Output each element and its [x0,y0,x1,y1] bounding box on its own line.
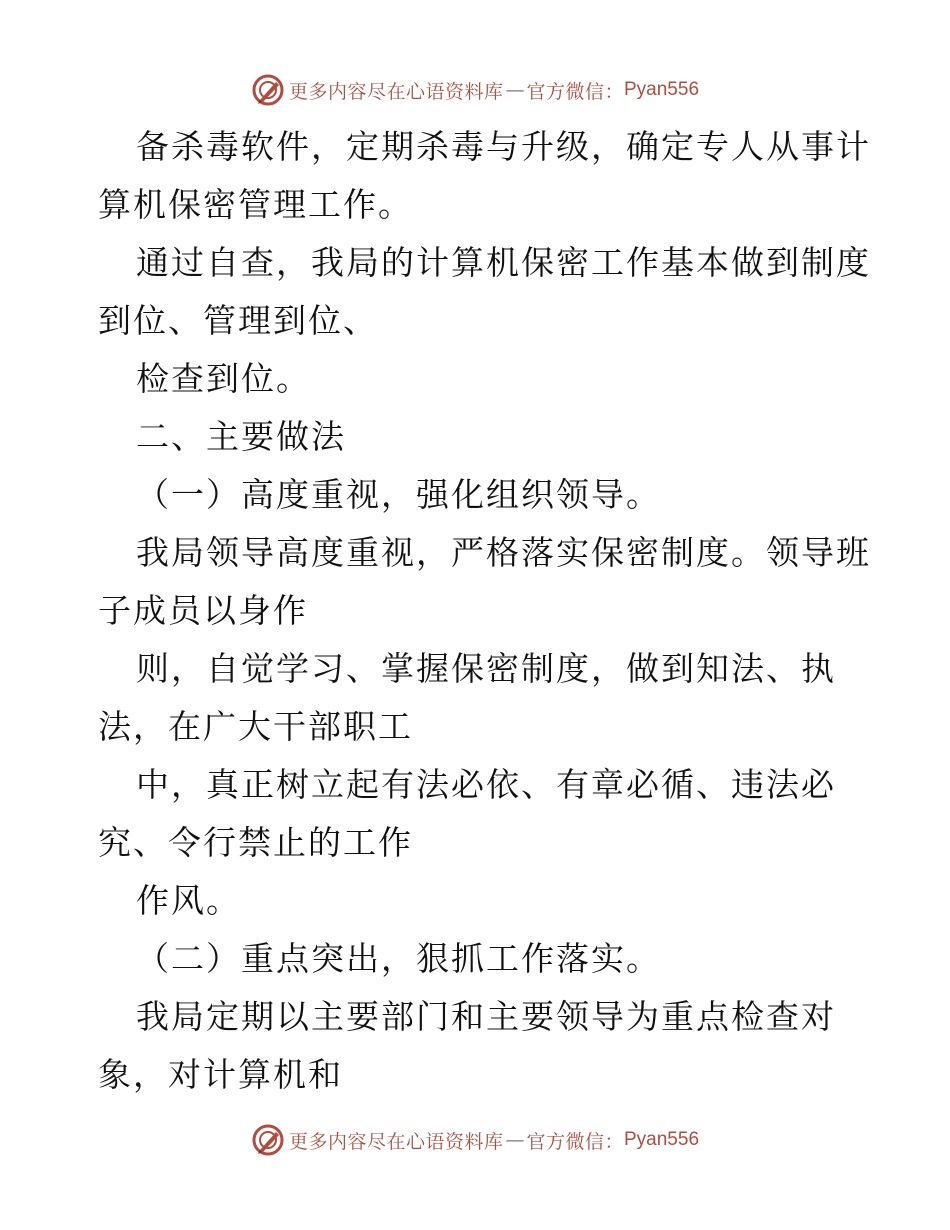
watermark-suffix: 官方微信： [526,80,624,103]
text-line: 象，对计算机和 [98,1055,343,1094]
text-line: 则，自觉学习、掌握保密制度，做到知法、执 [136,649,836,688]
watermark-dash: — [505,1129,525,1151]
text-line: 子成员以身作 [98,591,308,630]
watermark-dash: — [505,79,525,101]
text-line: 中，真正树立起有法必依、有章必循、违法必 [136,765,836,804]
footer-watermark [0,1120,950,1160]
watermark-id: Pyan556 [624,1129,700,1150]
text-line: （一）高度重视，强化组织领导。 [136,475,661,514]
document-body [98,118,871,1104]
text-line: 我局领导高度重视，严格落实保密制度。领导班 [136,533,871,572]
pen-logo-icon [251,73,285,107]
text-line: 究、令行禁止的工作 [98,823,413,862]
watermark-suffix: 官方微信： [526,1130,624,1153]
text-line: 算机保密管理工作。 [98,185,413,224]
text-line: 到位、管理到位、 [98,301,378,340]
watermark-prefix: 更多内容尽在心语资料库 [288,80,504,103]
text-line: 检查到位。 [136,359,311,398]
watermark-id: Pyan556 [624,79,700,100]
pen-logo-icon [251,1123,285,1157]
text-line: （二）重点突出，狠抓工作落实。 [136,939,661,978]
text-line: 二、主要做法 [136,417,346,456]
text-line: 作风。 [136,881,241,920]
watermark-prefix: 更多内容尽在心语资料库 [288,1130,504,1153]
text-line: 备杀毒软件，定期杀毒与升级，确定专人从事计 [136,127,871,166]
text-line: 通过自查，我局的计算机保密工作基本做到制度 [136,243,871,282]
text-line: 法，在广大干部职工 [98,707,413,746]
text-line: 我局定期以主要部门和主要领导为重点检查对 [136,997,836,1036]
header-watermark [0,70,950,110]
